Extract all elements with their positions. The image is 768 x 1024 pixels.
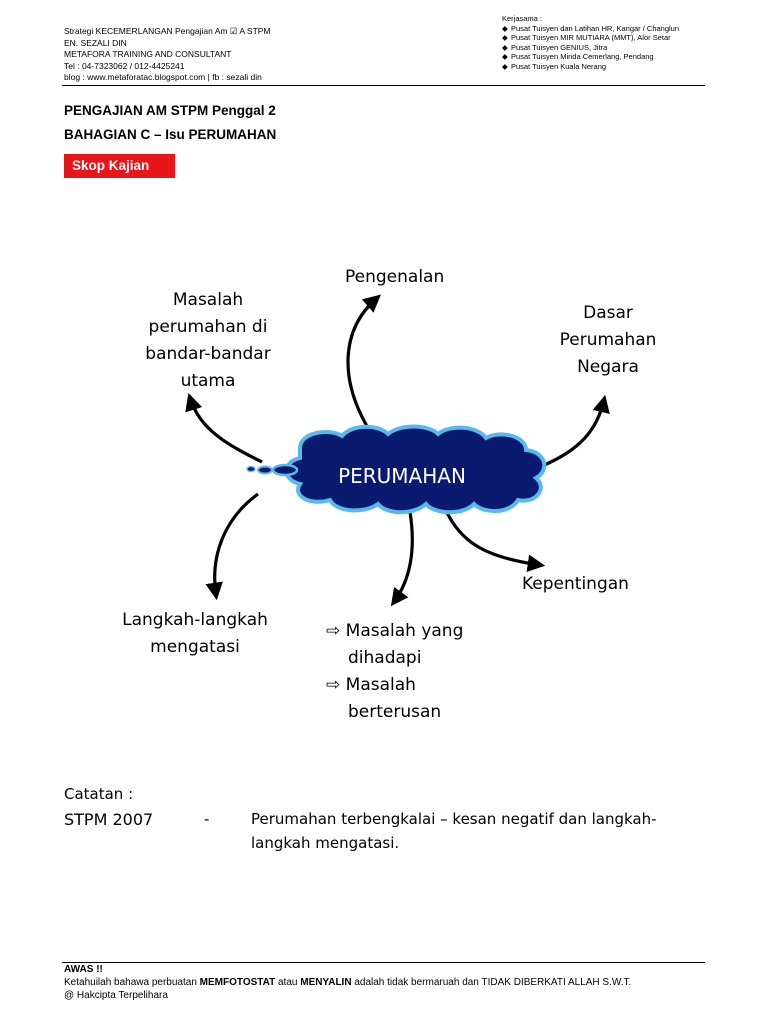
- arrow-to-masalah-list: [394, 512, 412, 602]
- footer-divider: [62, 962, 705, 963]
- catatan-dash: -: [204, 810, 210, 828]
- arrow-to-masalah-bandar: [190, 398, 262, 462]
- catatan-label: Catatan :: [64, 785, 134, 803]
- header-line: Tel : 04-7323062 / 012-4425241: [64, 60, 185, 71]
- arrow-to-langkah: [215, 494, 258, 595]
- footer-warning: Ketahuilah bahawa perbuatan MEMFOTOSTAT atau MENYALIN adalah tidak bermaruah dan TIDAK DIBERKATI ALLAH S.W.T.: [64, 977, 632, 988]
- diamond-bullet-icon: ◆: [502, 61, 508, 71]
- list-item: ◆ Pusat Tuisyen Kuala Nerang: [502, 61, 607, 71]
- header-line: EN. SEZALI DIN: [64, 37, 127, 48]
- skop-kajian-label: Skop Kajian: [64, 154, 175, 178]
- node-masalah-bandar: Masalah perumahan di bandar-bandar utama: [145, 290, 271, 391]
- catatan-text-line2: langkah mengatasi.: [251, 834, 400, 852]
- diamond-bullet-icon: ◆: [502, 23, 508, 33]
- center-label: PERUMAHAN: [338, 464, 466, 488]
- node-dasar-perumahan: Dasar Perumahan Negara: [559, 303, 657, 377]
- diamond-bullet-icon: ◆: [502, 42, 508, 52]
- kerjasama-label: Kerjasama :: [502, 14, 543, 23]
- diamond-bullet-icon: ◆: [502, 33, 508, 43]
- list-item: ◆ Pusat Tuisyen GENIUS, Jitra: [502, 42, 608, 52]
- header-line: Strategi KECEMERLANGAN Pengajian Am ☑ A STPM: [64, 26, 271, 36]
- catatan-year: STPM 2007: [64, 810, 154, 829]
- arrow-to-dasar: [542, 400, 604, 466]
- list-item: ◆ Pusat Tuisyen dan Latihan HR, Kangar / Changlun: [502, 23, 680, 33]
- arrow-to-pengenalan: [348, 298, 377, 428]
- page-subtitle: BAHAGIAN C – Isu PERUMAHAN: [64, 127, 277, 142]
- page-title: PENGAJIAN AM STPM Penggal 2: [64, 103, 276, 118]
- diamond-bullet-icon: ◆: [502, 52, 508, 62]
- node-kepentingan: Kepentingan: [522, 574, 629, 594]
- header-line: METAFORA TRAINING AND CONSULTANT: [64, 49, 232, 60]
- perumahan-cloud-icon: [247, 427, 544, 513]
- node-masalah-list: ⇨ Masalah yang dihadapi ⇨ Masalah berterusan: [326, 621, 464, 722]
- header-line: blog : www.metaforatac.blogspot.com | fb : sezali din: [64, 72, 262, 83]
- list-item: ◆ Pusat Tuisyen MIR MUTIARA (MMT), Alor Setar: [502, 33, 671, 43]
- node-pengenalan: Pengenalan: [345, 267, 445, 287]
- catatan-text-line1: Perumahan terbengkalai – kesan negatif dan langkah-: [251, 810, 657, 828]
- footer-copyright: @ Hakcipta Terpelihara: [64, 990, 168, 1001]
- list-item: ◆ Pusat Tuisyen Minda Cemerlang, Pendang: [502, 52, 654, 62]
- arrow-to-kepentingan: [444, 506, 540, 565]
- footer-awas: AWAS !!: [64, 964, 103, 975]
- node-langkah: Langkah-langkah mengatasi: [122, 610, 268, 657]
